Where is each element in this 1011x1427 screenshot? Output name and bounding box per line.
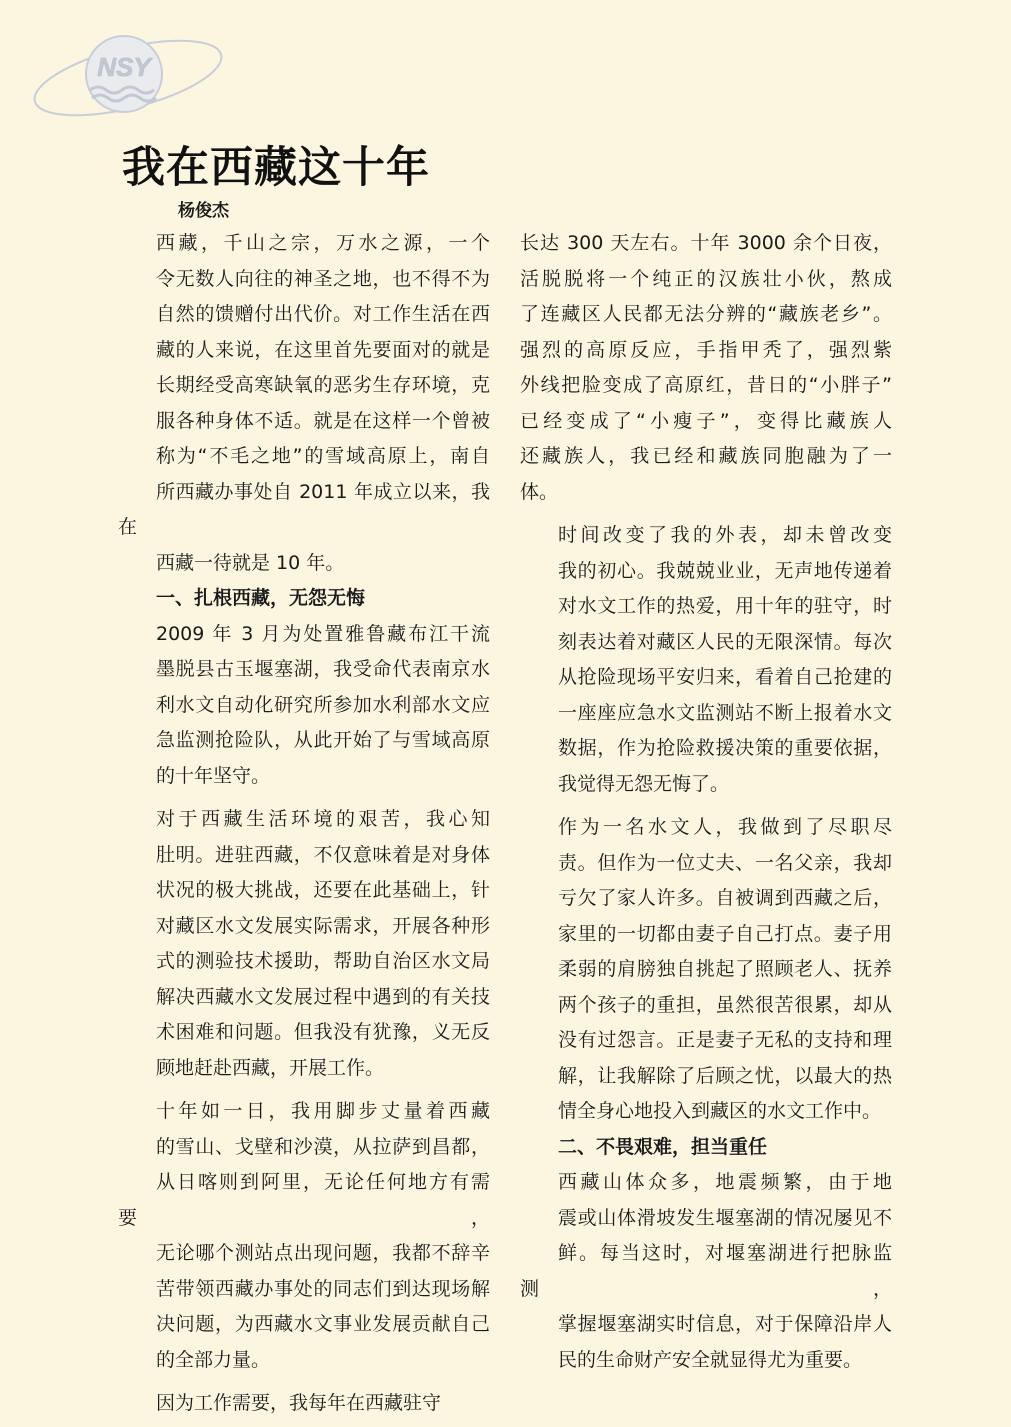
text-line: 无论哪个测站点出现问题，我都不辞辛 [156,1242,490,1264]
text-line: 责。但作为一位丈夫、一名父亲，我却 [558,851,892,874]
text-line: 时间改变了我的外表，却未曾改变 [558,524,892,546]
text-line: 我的初心。我兢兢业业，无声地传递着 [558,559,892,582]
text-line: 从抢险现场平安归来，看着自己抢建的 [558,666,892,688]
text-line: 作为一名水文人，我做到了尽职尽 [558,816,892,838]
paragraph [118,1386,490,1422]
text-line: 自然的馈赠付出代价。对工作生活在西 [156,303,490,325]
text-line: 活脱脱将一个纯正的汉族壮小伙，熬成 [520,267,892,290]
text-line: 的雪山、戈壁和沙漠，从拉萨到昌都， [156,1135,490,1158]
text-line: 对水文工作的热爱，用十年的驻守，时 [558,595,892,617]
text-line: 急监测抢险队，从此开始了与雪域高原 [156,729,490,751]
text-line: 的十年坚守。 [156,764,271,787]
text-line: 了连藏区人民都无法分辨的“藏族老乡”。 [520,303,892,325]
text-line: 我觉得无怨无悔了。 [558,772,730,795]
text-line: 解决西藏水文发展过程中遇到的有关技 [156,985,490,1008]
text-line: 的全部力量。 [156,1348,271,1371]
paragraph [118,802,490,1086]
text-line: 2009 年 3 月为处置雅鲁藏布江干流 [156,622,490,645]
text-line: 苦带领西藏办事处的同志们到达现场解 [156,1277,490,1300]
text-line: 令无数人向往的神圣之地，也不得不为 [156,267,490,290]
text-line: 对于西藏生活环境的艰苦，我心知 [156,808,490,830]
text-line: 对藏区水文发展实际需求，开展各种形 [156,914,490,937]
text-line: 服各种身体不适。就是在这样一个曾被 [156,409,490,432]
text-line: 震或山体滑坡发生堰塞湖的情况屡见不 [558,1206,892,1229]
text-line: 亏欠了家人许多。自被调到西藏之后， [558,887,892,909]
text-line: 刻表达着对藏区人民的无限深情。每次 [558,630,892,653]
article-author: 杨俊杰 [178,201,229,221]
text-line: 一座座应急水文监测站不断上报着水文 [558,701,892,724]
paragraph [520,810,892,1130]
text-line: 藏的人来说，在这里首先要面对的就是 [156,338,490,361]
article-title: 我在西藏这十年 [122,143,430,193]
paragraph [520,518,892,802]
text-column-left [118,226,490,1422]
paragraph [118,617,490,795]
text-line: 术困难和问题。但我没有犹豫，义无反 [156,1021,490,1043]
text-line: 称为“不毛之地”的雪域高原上，南自 [156,445,490,467]
text-line: 没有过怨言。正是妻子无私的支持和理 [558,1029,892,1051]
text-line: 西藏，千山之宗，万水之源，一个 [156,232,490,254]
text-line: 柔弱的肩膀独自挑起了照顾老人、抚养 [558,958,892,980]
text-line: 强烈的高原反应，手指甲秃了，强烈紫 [520,338,892,361]
paragraph [520,1165,892,1378]
text-line: 肚明。进驻西藏，不仅意味着是对身体 [156,843,490,866]
text-line: 十年如一日，我用脚步丈量着西藏 [156,1100,490,1122]
text-line: 家里的一切都由妻子自己打点。妻子用 [558,922,892,945]
text-line: 掌握堰塞湖实时信息，对于保障沿岸人 [558,1313,892,1335]
paragraph [118,226,490,581]
text-line: 利水文自动化研究所参加水利部水文应 [156,693,490,716]
text-line: 体。 [520,480,559,503]
section-heading: 一、扎根西藏，无怨无悔 [156,587,366,609]
text-line: 解，让我解除了后顾之忧，以最大的热 [558,1064,892,1087]
logo-text: NSY [97,52,151,82]
section-heading: 二、不畏艰难，担当重任 [558,1135,768,1158]
text-line: 已经变成了“小瘦子”，变得比藏族人 [520,409,892,432]
text-line: 鲜。每当这时，对堰塞湖进行把脉监测， [520,1242,892,1300]
text-line: 民的生命财产安全就显得尤为重要。 [558,1348,863,1371]
text-line: 西藏山体众多，地震频繁，由于地 [558,1171,892,1193]
text-line: 式的测验技术援助，帮助自治区水文局 [156,950,490,972]
text-line: 还藏族人，我已经和藏族同胞融为了一 [520,445,892,467]
text-line: 数据，作为抢险救援决策的重要依据， [558,737,892,759]
paragraph [520,226,892,510]
text-line: 长期经受高寒缺氧的恶劣生存环境，克 [156,374,490,396]
text-line: 两个孩子的重担，虽然很苦很累，却从 [558,993,892,1016]
text-line: 因为工作需要，我每年在西藏驻守 [156,1392,442,1414]
text-line: 从日喀则到阿里，无论任何地方有需要， [118,1171,490,1229]
text-line: 长达 300 天左右。十年 3000 余个日夜， [520,232,892,254]
paragraph [118,1094,490,1378]
text-line: 墨脱县古玉堰塞湖，我受命代表南京水 [156,658,490,680]
text-line: 所西藏办事处自 2011 年成立以来，我在 [118,480,490,538]
text-line: 决问题，为西藏水文事业发展贡献自己 [156,1313,490,1335]
text-column-right [520,226,892,1378]
text-line: 情全身心地投入到藏区的水文工作中。 [558,1100,882,1122]
text-line: 西藏一待就是 10 年。 [156,551,345,574]
text-line: 状况的极大挑战，还要在此基础上，针 [156,879,490,901]
nsy-logo [28,32,228,122]
text-line: 外线把脸变成了高原红，昔日的“小胖子” [520,374,892,396]
text-line: 顾地赶赴西藏，开展工作。 [156,1056,385,1079]
